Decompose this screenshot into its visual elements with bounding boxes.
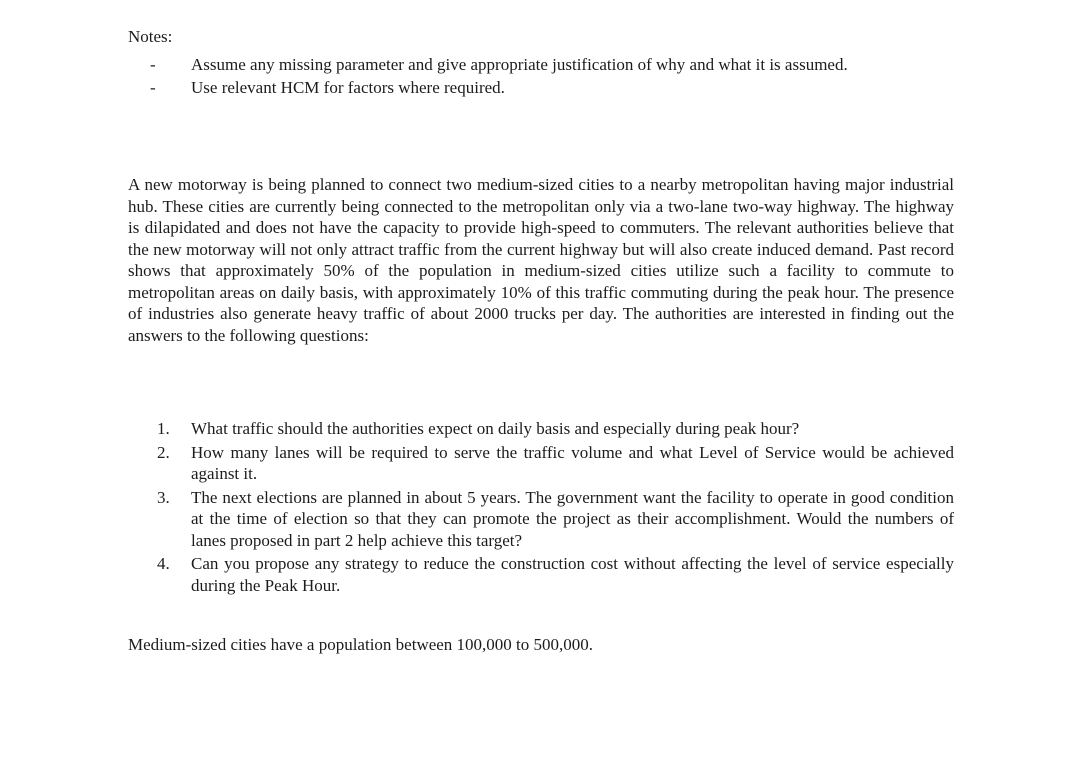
question-item — [150, 553, 954, 596]
note-item — [150, 77, 950, 98]
question-text: What traffic should the authorities expect on daily basis and especially during peak hour? — [191, 419, 800, 438]
question-list — [150, 418, 954, 598]
problem-statement: A new motorway is being planned to connect two medium-sized cities to a nearby metropolitan having major industrial hub. These cities are currently being connected to the metropolitan only via a two-lane two-way highway. The highway is dilapidated and does not have the capacity to provide high-speed to commuters. The relevant authorities believe that the new motorway will not only attract traffic from the current highway but will also create induced demand. Past record shows that approximately 50% of the population in medium-sized cities utilize such a facility to commute to metropolitan areas on daily basis, with approximately 10% of this traffic commuting during the peak hour. The presence of industries also generate heavy traffic of about 2000 trucks per day. The authorities are interested in finding out the answers to the following questions: — [128, 175, 954, 345]
question-text: Can you propose any strategy to reduce the construction cost without affecting the level of service especially during the Peak Hour. — [191, 554, 954, 595]
note-text: Assume any missing parameter and give appropriate justification of why and what it is assumed. — [191, 55, 848, 74]
notes-heading: Notes: — [128, 27, 173, 46]
population-note: Medium-sized cities have a population between 100,000 to 500,000. — [128, 635, 594, 654]
question-number: 3. — [157, 487, 170, 507]
note-bullet: - — [150, 78, 156, 97]
question-number: 4. — [157, 554, 170, 573]
note-text: Use relevant HCM for factors where required. — [191, 78, 505, 97]
question-text: How many lanes will be required to serve the traffic volume and what Level of Service would be achieved against it. — [191, 442, 954, 483]
question-item — [150, 487, 954, 552]
notes-list — [150, 54, 950, 100]
question-item — [150, 442, 954, 485]
note-item — [150, 54, 950, 75]
question-item — [150, 418, 954, 440]
question-number: 1. — [157, 419, 170, 438]
question-text: The next elections are planned in about 5 years. The government want the facility to operate in good condition at the time of election so that they can promote the project as their accomplishment. Would the numbers of lanes proposed in part 2 help achieve this target? — [191, 487, 954, 550]
note-bullet: - — [150, 55, 156, 74]
question-number: 2. — [157, 442, 170, 462]
